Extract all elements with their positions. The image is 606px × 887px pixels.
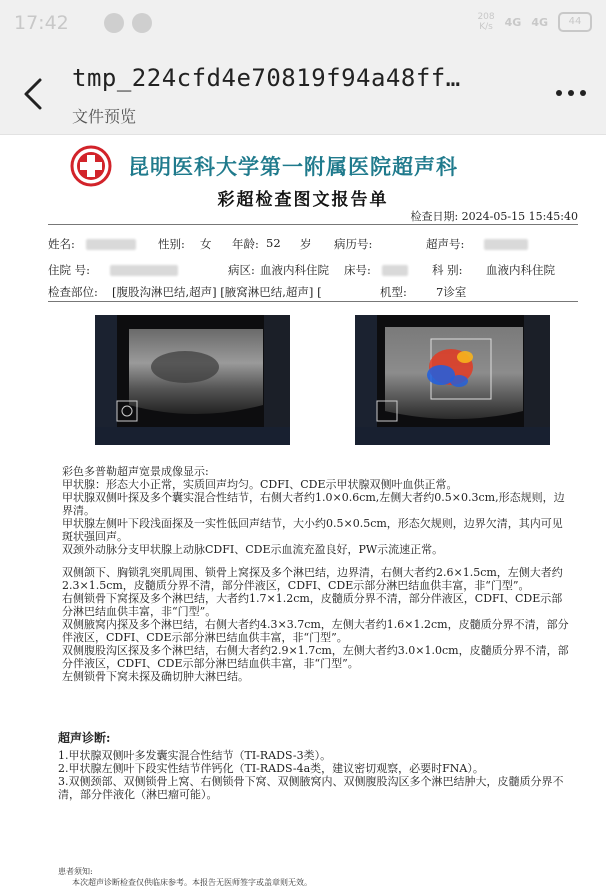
diagnosis-line: 1.甲状腺双侧叶多发囊实混合性结节（TI-RADS-3类）。	[58, 749, 332, 762]
finding-line: 甲状腺：形态大小正常，实质回声均匀。CDFI、CDE示甲状腺双侧叶血供正常。	[62, 478, 458, 491]
finding-line: 双侧腋窝内探及多个淋巴结，右侧大者约4.3×3.7cm，左侧大者约1.6×1.2cm，皮髓质分界不清，部分伴液区，CDFI、CDE示部分淋巴结血供丰富，非“门型”。	[62, 618, 569, 644]
age-label: 年龄:	[232, 237, 259, 251]
us-number-value	[484, 236, 528, 250]
file-preview-label: 文件预览	[72, 107, 137, 126]
gender-value: 女	[200, 237, 212, 251]
inpatient-label: 住院 号:	[48, 263, 91, 277]
finding-line: 甲状腺双侧叶探及多个囊实混合性结节，右侧大者约1.0×0.6cm,左侧大者约0.5×0.3cm,形态规则，边界清。	[62, 491, 565, 517]
name-value	[86, 236, 136, 250]
dept-value: 血液内科住院	[486, 263, 555, 277]
machine-label: 机型:	[380, 285, 407, 299]
status-time: 17:42	[14, 12, 69, 34]
age-unit: 岁	[300, 237, 312, 251]
status-bar	[0, 0, 606, 50]
network-speed: 208 K/s	[477, 12, 495, 32]
title-bar	[0, 50, 606, 135]
report-document[interactable]	[0, 135, 606, 887]
back-arrow-icon[interactable]	[20, 76, 48, 112]
signal-icon: 4G	[504, 15, 522, 29]
status-right	[477, 12, 592, 32]
ultrasound-image-1	[95, 315, 290, 445]
silent-icon	[132, 13, 152, 33]
bed-label: 床号:	[344, 263, 371, 277]
ward-label: 病区:	[228, 263, 255, 277]
dept-label: 科 别:	[432, 263, 463, 277]
findings-section	[62, 465, 572, 683]
finding-line: 左侧锁骨下窝未探及确切肿大淋巴结。	[62, 670, 249, 683]
signal-icon-2: 4G	[531, 15, 548, 29]
site-label: 检查部位:	[48, 285, 98, 299]
inpatient-value	[110, 262, 178, 276]
notice-text: 本次超声诊断检查仅供临床参考。本报告无医师签字或盖章则无效。	[72, 878, 312, 887]
us-number-label: 超声号:	[426, 237, 465, 251]
notice-title: 患者须知:	[58, 867, 93, 876]
finding-line: 双侧腹股沟区探及多个淋巴结，右侧大者约2.9×1.7cm，左侧大者约3.0×1.0cm，皮髓质分界不清，部分伴液区，CDFI、CDE示部分淋巴结血供丰富，非“门型”。	[62, 644, 569, 670]
bed-value	[382, 262, 408, 276]
age-value: 52	[266, 236, 281, 250]
machine-value: 7诊室	[436, 285, 467, 299]
status-icons	[104, 13, 152, 33]
gender-label: 性别:	[158, 237, 185, 251]
more-menu-icon[interactable]	[556, 90, 586, 96]
hospital-name: 昆明医科大学第一附属医院超声科	[128, 154, 458, 179]
finding-line: 彩色多普勒超声宽景成像显示:	[62, 465, 209, 478]
site-value: [腹股沟淋巴结,超声] [腋窝淋巴结,超声] [	[112, 285, 322, 299]
name-label: 姓名:	[48, 237, 75, 251]
ward-value: 血液内科住院	[260, 263, 329, 277]
ultrasound-image-2	[355, 315, 550, 445]
report-title: 彩超检查图文报告单	[217, 190, 389, 210]
finding-line: 双侧颌下、胸锁乳突肌周围、锁骨上窝探及多个淋巴结，边界清，右侧大者约2.6×1.5cm，左侧大者约2.3×1.5cm，皮髓质分界不清，部分伴液区，CDFI、CDE示部分淋巴结血供丰富，非“门型”。	[62, 566, 563, 592]
history-label: 病历号:	[334, 237, 373, 251]
hospital-cross-logo	[70, 145, 112, 187]
hospital-header	[70, 145, 458, 187]
diagnosis-section	[58, 749, 568, 801]
file-title: tmp_224cfd4e70819f94a48ff…	[72, 64, 461, 92]
battery-icon: 44	[558, 12, 592, 32]
diagnosis-line: 3.双侧颈部、双侧锁骨上窝、右侧锁骨下窝、双侧腋窝内、双侧腹股沟区多个淋巴结肿大，皮髓质分界不清，部分伴液化（淋巴瘤可能）。	[58, 775, 564, 801]
divider	[48, 224, 578, 225]
finding-line: 右侧锁骨下窝探及多个淋巴结，大者约1.7×1.2cm，皮髓质分界不清，部分伴液区，CDFI、CDE示部分淋巴结血供丰富，非“门型”。	[62, 592, 563, 618]
diagnosis-title: 超声诊断:	[58, 731, 111, 745]
eye-icon	[104, 13, 124, 33]
finding-line: 甲状腺左侧叶下段浅面探及一实性低回声结节，大小约0.5×0.5cm，形态欠规则，边界欠清，其内可见斑状强回声。	[62, 517, 563, 543]
diagnosis-line: 2.甲状腺左侧叶下段实性结节伴钙化（TI-RADS-4a类，建议密切观察，必要时FNA）。	[58, 762, 484, 775]
finding-line: 双颈外动脉分支甲状腺上动脉CDFI、CDE示血流充盈良好，PW示流速正常。	[62, 543, 444, 556]
exam-date: 检查日期: 2024-05-15 15:45:40	[410, 210, 578, 223]
divider-2	[48, 301, 578, 302]
